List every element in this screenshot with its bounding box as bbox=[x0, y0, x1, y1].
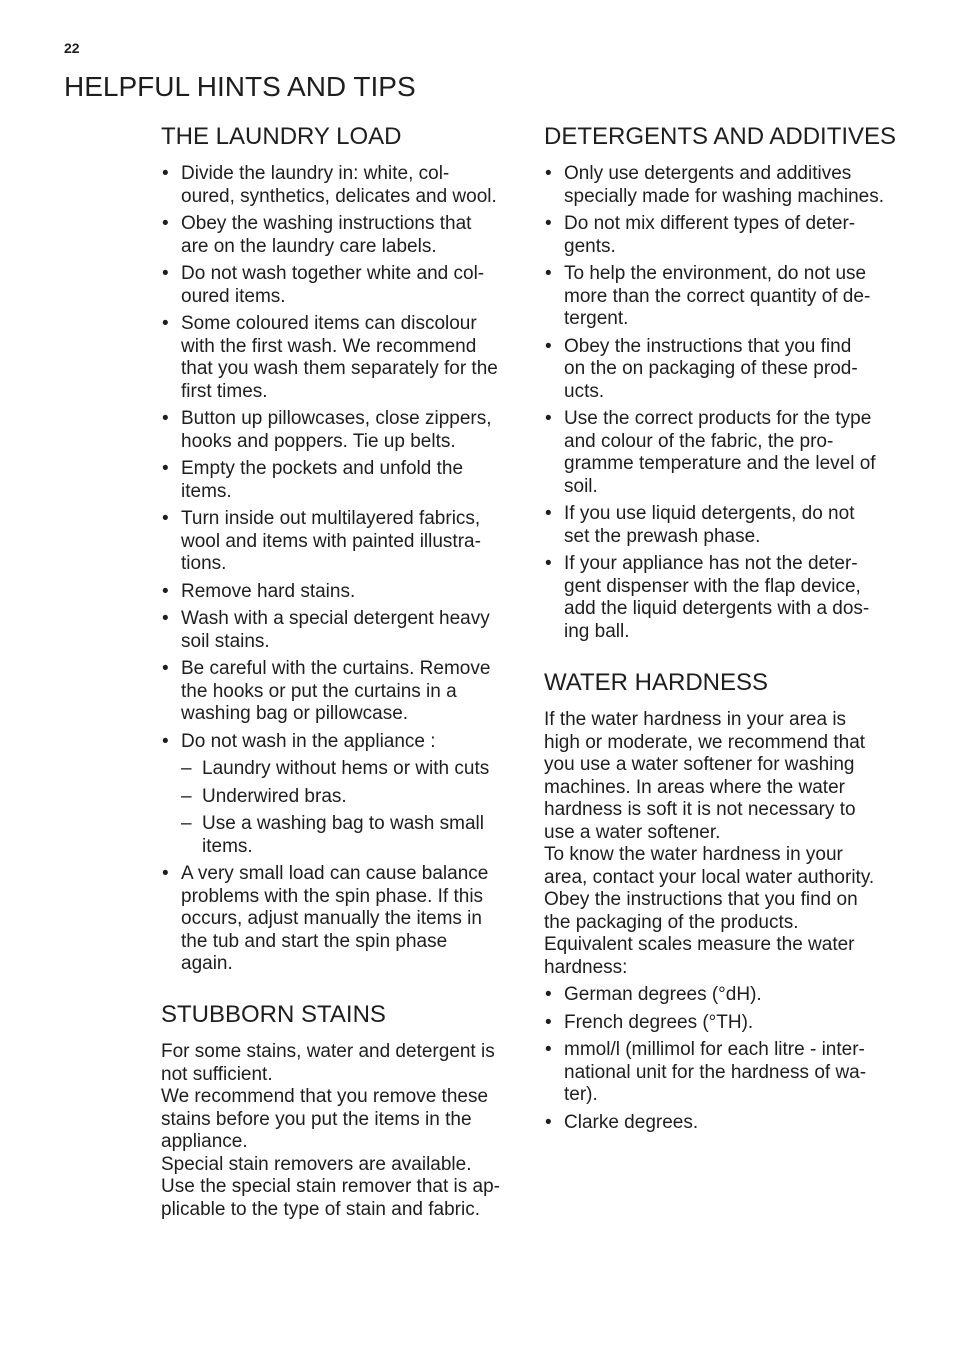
list-item bbox=[161, 508, 531, 576]
list-item bbox=[161, 458, 531, 503]
list-item bbox=[161, 263, 531, 308]
list-item bbox=[161, 408, 531, 453]
list-item-text: • Use the correct products for the type and colour of the fabric, the pro- gramme temperature and the level of soil. bbox=[564, 408, 876, 497]
paragraph: Equivalent scales measure the water hardness: bbox=[544, 934, 855, 978]
list-item-text: • Empty the pockets and unfold the items. bbox=[181, 458, 464, 502]
list-item bbox=[544, 213, 934, 258]
list-item bbox=[544, 984, 934, 1007]
section-heading: STUBBORN STAINS bbox=[161, 1001, 386, 1028]
section-stubborn-stains bbox=[161, 1001, 531, 1221]
list-item-text: • Some coloured items can discolour with the first wash. We recommend that you wash them separately for the first times. bbox=[181, 313, 498, 402]
section-heading: DETERGENTS AND ADDITIVES bbox=[544, 123, 897, 150]
list-item bbox=[161, 731, 531, 859]
detergents-list bbox=[544, 163, 934, 643]
list-item-text: • German degrees (°dH). bbox=[564, 984, 762, 1005]
right-column bbox=[544, 123, 934, 1134]
list-item bbox=[544, 263, 934, 331]
section-heading: WATER HARDNESS bbox=[544, 669, 769, 696]
list-item-text: • Obey the instructions that you find on the on packaging of these prod- ucts. bbox=[564, 335, 858, 402]
section-laundry-load bbox=[161, 123, 531, 976]
list-item bbox=[544, 408, 934, 498]
list-item-text: • Remove hard stains. bbox=[181, 580, 356, 602]
list-item-text: • If you use liquid detergents, do not set the prewash phase. bbox=[564, 503, 855, 547]
section-heading: THE LAUNDRY LOAD bbox=[161, 123, 402, 150]
list-item-text: • mmol/l (millimol for each litre - inter- national unit for the hardness of wa- ter). bbox=[564, 1039, 867, 1105]
paragraph: Use the special stain remover that is ap- plicable to the type of stain and fabric. bbox=[161, 1176, 500, 1220]
list-item bbox=[161, 581, 531, 604]
list-item-text: • Divide the laundry in: white, col- oured, synthetics, delicates and wool. bbox=[181, 163, 497, 207]
list-item bbox=[544, 163, 934, 208]
list-item-text: • If your appliance has not the deter- gent dispenser with the flap device, add the liquid detergents with a dos- ing ball. bbox=[564, 553, 870, 642]
sub-list bbox=[181, 758, 531, 858]
section-water-hardness bbox=[544, 669, 934, 1134]
list-item bbox=[544, 336, 934, 404]
list-item-text: • Obey the washing instructions that are on the laundry care labels. bbox=[181, 213, 472, 257]
list-item-text: • A very small load can cause balance problems with the spin phase. If this occurs, adjust manually the items in the tub and start the spin phase again. bbox=[181, 863, 489, 974]
list-item bbox=[161, 658, 531, 726]
list-item-text: • Do not mix different types of deter- gents. bbox=[564, 213, 856, 257]
list-item bbox=[544, 503, 934, 548]
list-item bbox=[544, 1012, 934, 1035]
paragraph: For some stains, water and detergent is not sufficient. bbox=[161, 1041, 495, 1085]
list-item-text: • Be careful with the curtains. Remove the hooks or put the curtains in a washing bag or pillowcase. bbox=[181, 658, 491, 724]
list-item-text: • Only use detergents and additives specially made for washing machines. bbox=[564, 163, 884, 207]
list-item-text: • French degrees (°TH). bbox=[564, 1011, 754, 1033]
left-column bbox=[161, 123, 531, 1221]
paragraph: Obey the instructions that you find on the packaging of the products. bbox=[544, 889, 858, 933]
list-item bbox=[161, 213, 531, 258]
list-item-text: • Do not wash together white and col- oured items. bbox=[181, 263, 485, 307]
list-item bbox=[544, 1112, 934, 1135]
hardness-scales-list bbox=[544, 984, 934, 1134]
sub-list-item bbox=[181, 786, 531, 809]
page-number: 22 bbox=[64, 40, 80, 56]
list-item bbox=[161, 863, 531, 976]
paragraph: If the water hardness in your area is high or moderate, we recommend that you use a water softener for washing machines. In areas where the water hardness is soft it is not necessary to use a water softener. bbox=[544, 709, 866, 843]
list-item-text: • To help the environment, do not use more than the correct quantity of de- tergent. bbox=[564, 263, 871, 329]
list-item bbox=[161, 313, 531, 403]
paragraph: We recommend that you remove these stains before you put the items in the appliance. bbox=[161, 1086, 489, 1152]
paragraph: Special stain removers are available. bbox=[161, 1153, 472, 1175]
section-detergents-additives bbox=[544, 123, 934, 643]
sub-list-item-text: – Use a washing bag to wash small items. bbox=[202, 813, 484, 857]
list-item bbox=[544, 1039, 934, 1107]
laundry-load-list bbox=[161, 163, 531, 976]
list-item-text: • Button up pillowcases, close zippers, hooks and poppers. Tie up belts. bbox=[181, 408, 492, 452]
list-item bbox=[161, 163, 531, 208]
list-item-text: • Turn inside out multilayered fabrics, wool and items with painted illustra- tions. bbox=[181, 508, 481, 574]
list-item-text: • Do not wash in the appliance : bbox=[181, 730, 436, 752]
list-item bbox=[544, 553, 934, 643]
page-title: HELPFUL HINTS AND TIPS bbox=[64, 71, 416, 102]
list-item bbox=[161, 608, 531, 653]
sub-list-item bbox=[181, 813, 531, 858]
sub-list-item-text: – Underwired bras. bbox=[202, 785, 347, 807]
sub-list-item bbox=[181, 758, 531, 781]
sub-list-item-text: – Laundry without hems or with cuts bbox=[202, 758, 490, 779]
list-item-text: • Clarke degrees. bbox=[564, 1111, 699, 1133]
list-item-text: • Wash with a special detergent heavy soil stains. bbox=[181, 608, 490, 652]
paragraph: To know the water hardness in your area, contact your local water authority. bbox=[544, 844, 875, 888]
